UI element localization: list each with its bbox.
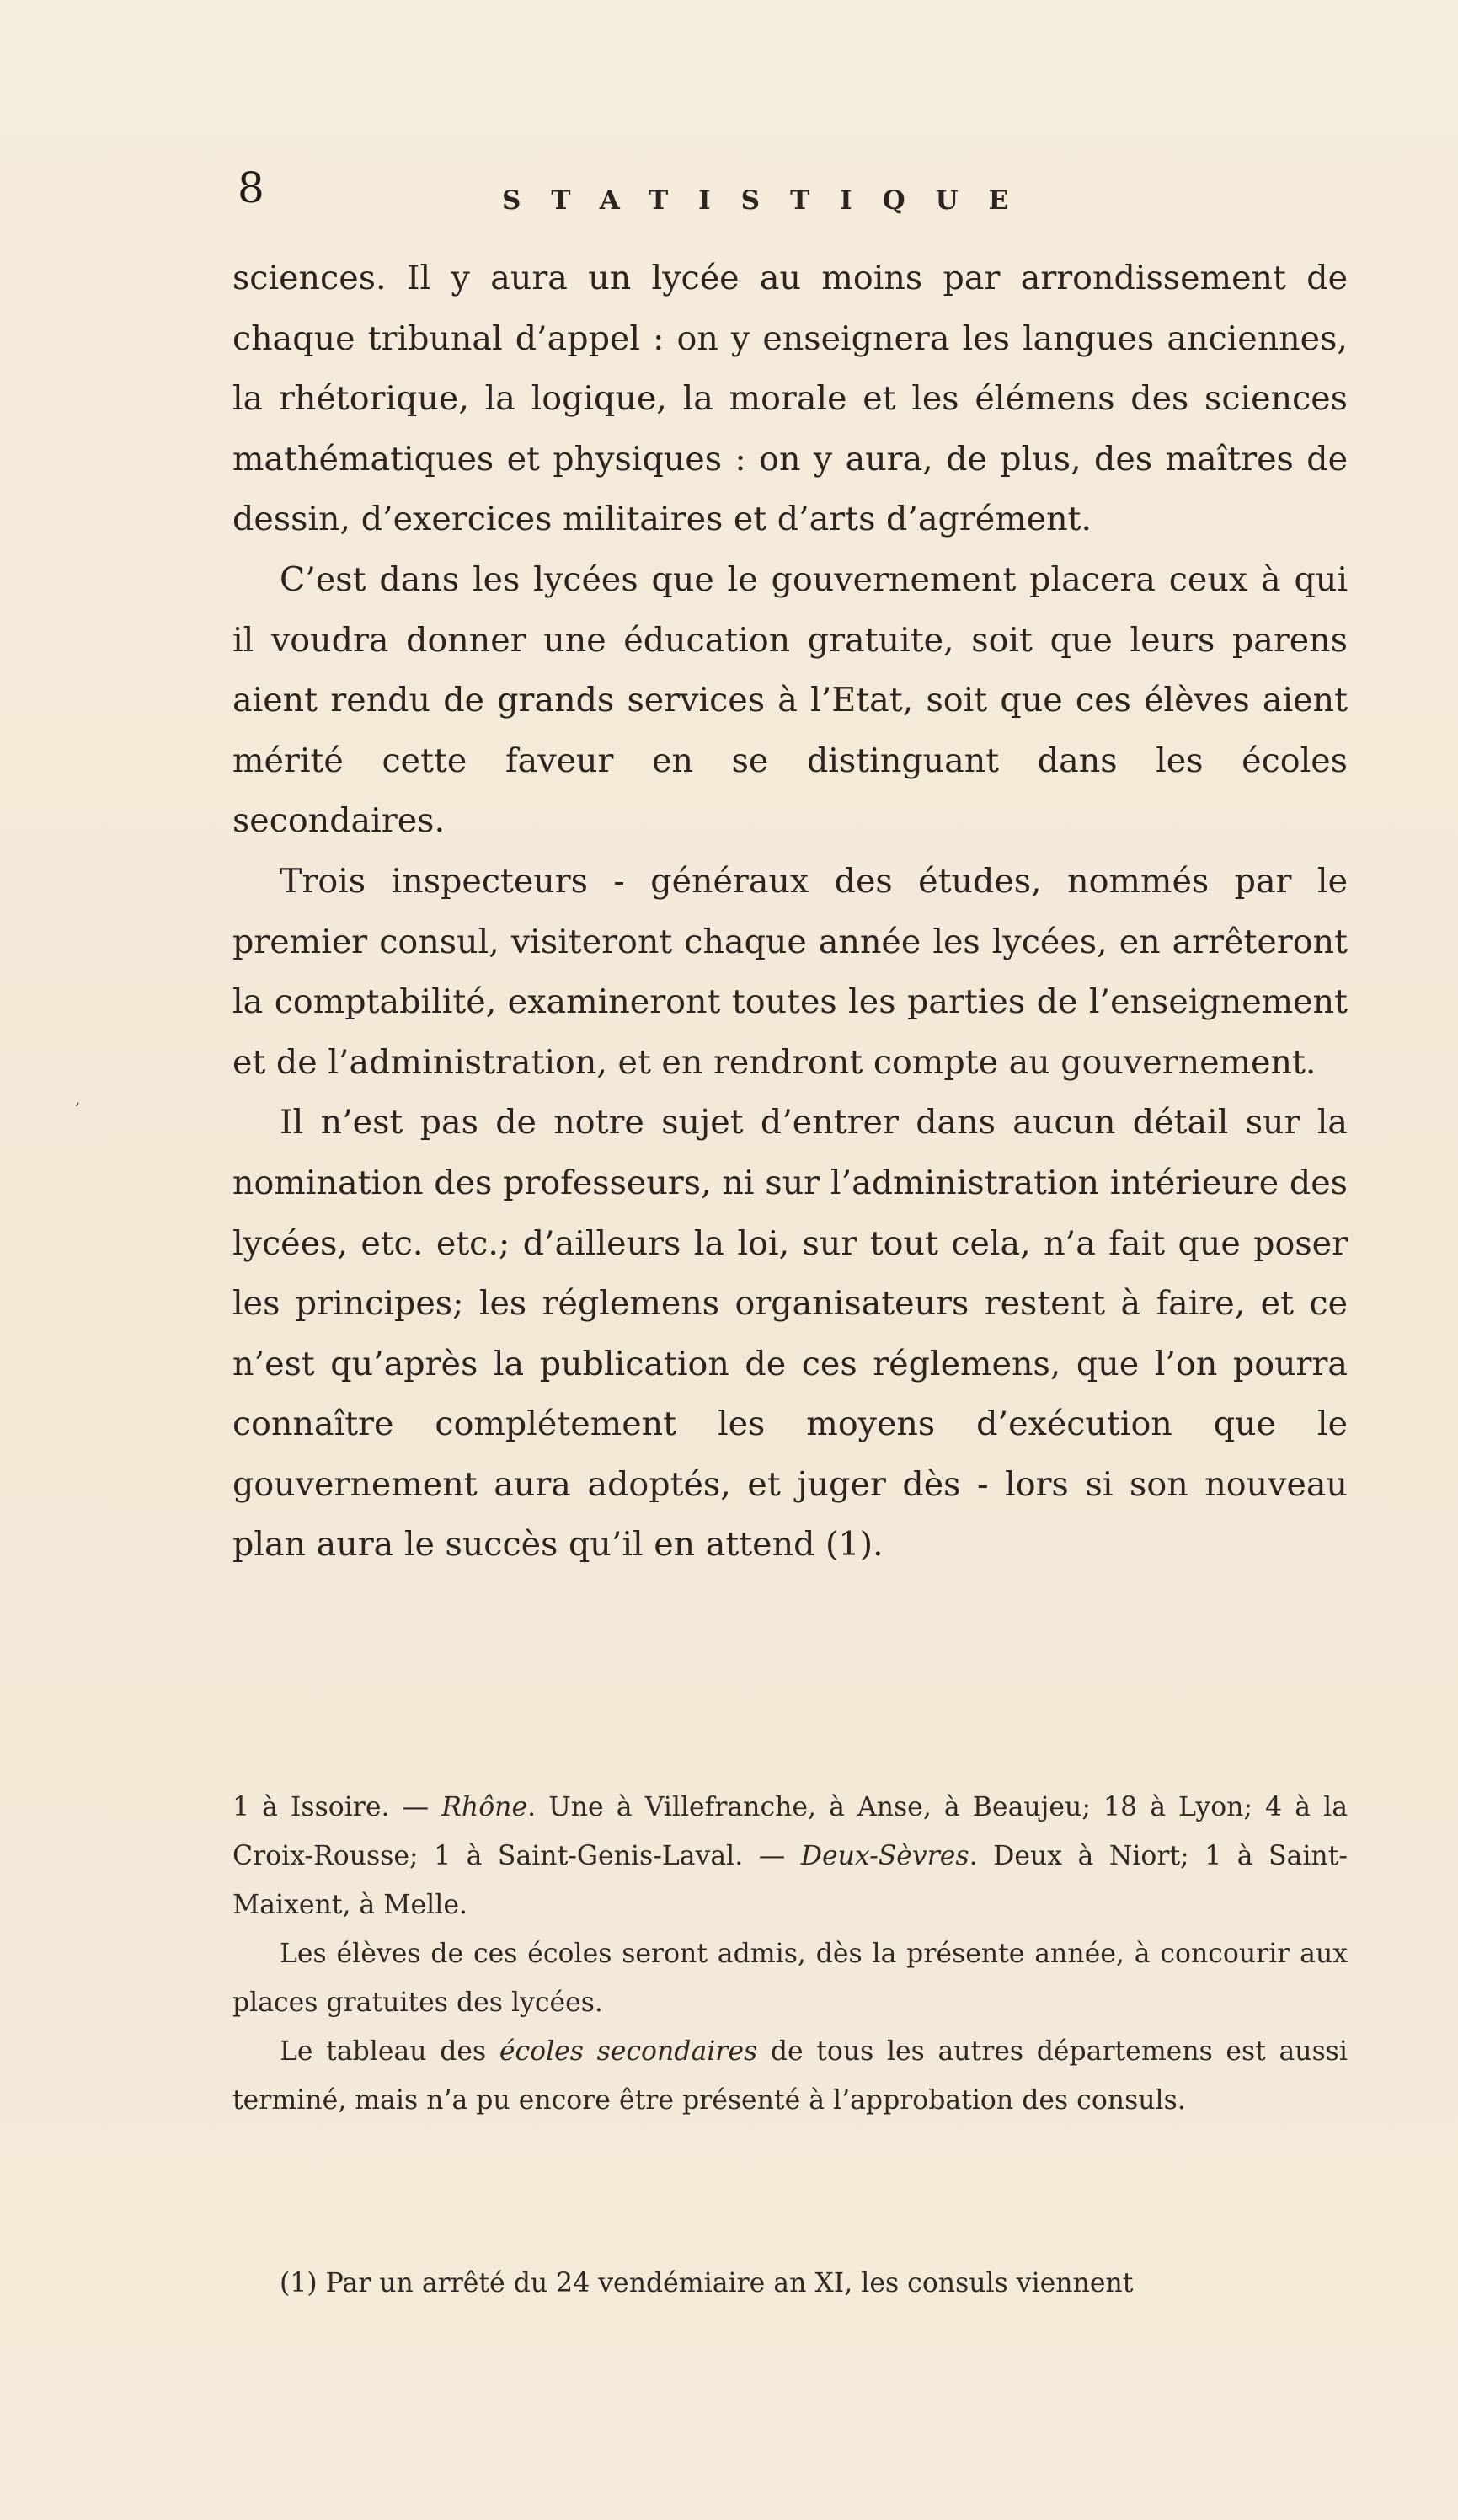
main-text [232,249,1348,1576]
page-header [232,163,1353,226]
footnote [280,2259,1348,2308]
note-text: de tous les autres départemens est aussi terminé, mais n’a pu encore être présenté à l’approbation des consuls. [232,2036,1348,2116]
note-text: 1 à Issoire. — [232,1792,442,1822]
margin-mark: ʼ [74,1099,80,1119]
paragraph: sciences. Il y aura un lycée au moins par arrondissement de chaque tribunal d’appel : on y enseignera les langues anciennes, la rhétorique, la logique, la morale et les élémens des sciences mathématiques et physiques : on y aura, de plus, des maîtres de dessin, d’exercices militaires et d’arts d’agrément. [232,259,1348,539]
note-text: Le tableau des [280,2036,499,2067]
running-title: STATISTIQUE [502,185,1039,216]
paragraph: C’est dans les lycées que le gouvernement placera ceux à qui il voudra donner une éducation gratuite, soit que leurs parens aient rendu de grands services à l’Etat, soit que ces élèves aient mérité cette faveur en se distinguant dans les écoles secondaires. [232,559,1348,841]
page-number: 8 [238,163,264,212]
note-text: . Deux à Niort; 1 à Saint-Maixent, à Melle. [232,1841,1348,1920]
paragraph: Trois inspecteurs - généraux des études, nommés par le premier consul, visiteront chaque année les lycées, en arrêteront la comptabilité, examineront toutes les parties de l’enseignement et de l’administration, et en rendront compte au gouvernement. [232,861,1348,1082]
emphasis: écoles secondaires [499,2036,758,2067]
place-name: Rhône [441,1792,528,1822]
paragraph: Il n’est pas de notre sujet d’entrer dans aucun détail sur la nomination des professeurs, ni sur l’administration intérieure des lycées, etc. etc.; d’ailleurs la loi, sur tout cela, n’a fait que poser les principes; les réglemens organisateurs restent à faire, et ce n’est qu’après la publication de ces réglemens, que l’on pourra connaître complétement les moyens d’exécution que le gouvernement aura adoptés, et juger dès - lors si son nouveau plan aura le succès qu’il en attend (1). [232,1103,1348,1565]
place-name: Deux-Sèvres [800,1841,969,1871]
note-line [232,1783,1348,1929]
note-text: . Une à Villefranche, à Anse, à Beaujeu; 18 à Lyon; 4 à la Croix-Rousse; 1 à Saint-Genis-Laval. — [232,1792,1348,1871]
footnote-text: (1) Par un arrêté du 24 vendémiaire an XI, les consuls viennent [280,2268,1134,2298]
note-paragraph [232,2027,1348,2125]
continued-note [232,1783,1348,2125]
note-paragraph: Les élèves de ces écoles seront admis, dès la présente année, à concourir aux places gratuites des lycées. [232,1939,1348,2018]
